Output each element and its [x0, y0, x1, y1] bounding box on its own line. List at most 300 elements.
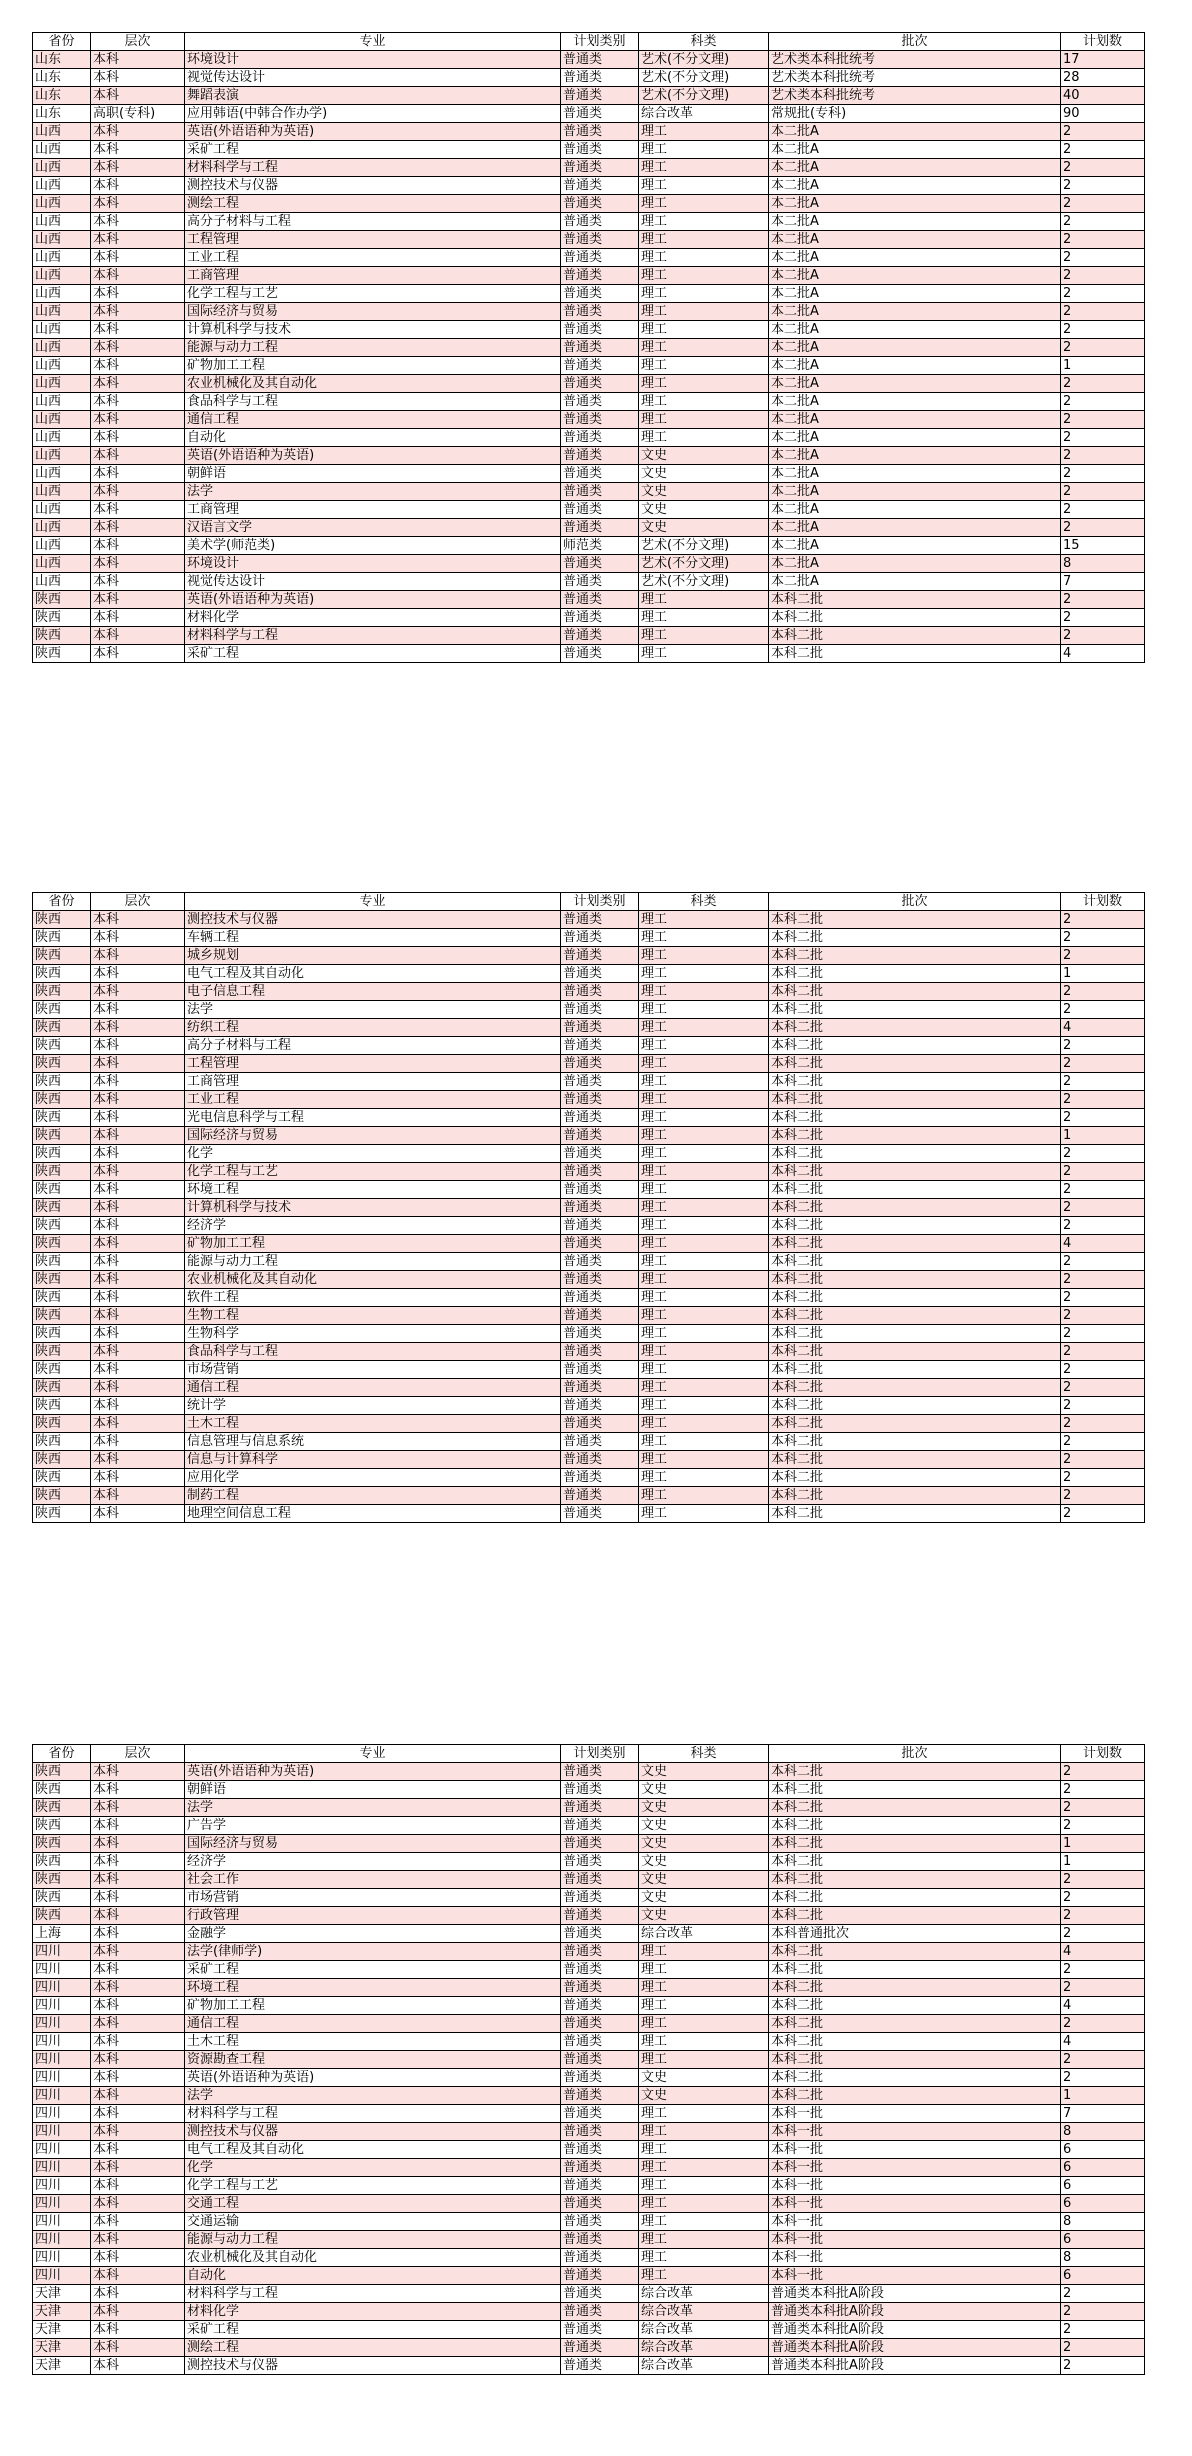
cell-plan-type: 普通类	[561, 2303, 639, 2321]
cell-quota: 2	[1061, 627, 1145, 645]
cell-quota: 2	[1061, 1055, 1145, 1073]
cell-batch: 本科二批	[769, 1343, 1061, 1361]
cell-level: 本科	[91, 447, 185, 465]
cell-quota: 2	[1061, 591, 1145, 609]
cell-quota: 2	[1061, 429, 1145, 447]
cell-level: 本科	[91, 429, 185, 447]
cell-plan-type: 普通类	[561, 1943, 639, 1961]
cell-batch: 本科二批	[769, 645, 1061, 663]
cell-major: 地理空间信息工程	[185, 1505, 561, 1523]
cell-batch: 本科二批	[769, 1961, 1061, 1979]
cell-province: 山西	[33, 519, 91, 537]
cell-province: 山西	[33, 141, 91, 159]
cell-batch: 本科二批	[769, 1307, 1061, 1325]
cell-subject: 文史	[639, 1835, 769, 1853]
cell-batch: 普通类本科批A阶段	[769, 2303, 1061, 2321]
cell-quota: 2	[1061, 1487, 1145, 1505]
cell-major: 环境设计	[185, 555, 561, 573]
cell-subject: 理工	[639, 947, 769, 965]
cell-subject: 理工	[639, 123, 769, 141]
cell-plan-type: 普通类	[561, 1073, 639, 1091]
cell-major: 市场营销	[185, 1361, 561, 1379]
cell-subject: 理工	[639, 303, 769, 321]
cell-quota: 2	[1061, 1763, 1145, 1781]
table-row	[33, 1979, 1145, 1997]
cell-level: 本科	[91, 1343, 185, 1361]
cell-level: 高职(专科)	[91, 105, 185, 123]
table-row	[33, 1343, 1145, 1361]
cell-province: 四川	[33, 2213, 91, 2231]
cell-major: 车辆工程	[185, 929, 561, 947]
cell-level: 本科	[91, 123, 185, 141]
cell-major: 制药工程	[185, 1487, 561, 1505]
cell-province: 陕西	[33, 911, 91, 929]
cell-province: 山西	[33, 321, 91, 339]
cell-batch: 本科二批	[769, 1763, 1061, 1781]
table-row	[33, 627, 1145, 645]
cell-province: 陕西	[33, 1487, 91, 1505]
table-row	[33, 2033, 1145, 2051]
cell-province: 山西	[33, 123, 91, 141]
table-row	[33, 947, 1145, 965]
cell-subject: 理工	[639, 1397, 769, 1415]
cell-province: 陕西	[33, 1271, 91, 1289]
cell-plan-type: 普通类	[561, 2177, 639, 2195]
table-row	[33, 2195, 1145, 2213]
cell-province: 陕西	[33, 1451, 91, 1469]
cell-province: 陕西	[33, 1781, 91, 1799]
cell-major: 采矿工程	[185, 645, 561, 663]
cell-plan-type: 普通类	[561, 465, 639, 483]
cell-level: 本科	[91, 285, 185, 303]
cell-plan-type: 普通类	[561, 1979, 639, 1997]
cell-province: 山东	[33, 51, 91, 69]
cell-quota: 90	[1061, 105, 1145, 123]
table-row	[33, 2051, 1145, 2069]
table-row	[33, 2321, 1145, 2339]
cell-province: 山西	[33, 537, 91, 555]
table-row	[33, 1253, 1145, 1271]
cell-subject: 理工	[639, 2159, 769, 2177]
cell-subject: 文史	[639, 1817, 769, 1835]
cell-subject: 理工	[639, 1235, 769, 1253]
cell-major: 测绘工程	[185, 195, 561, 213]
header-row	[33, 1745, 1145, 1763]
cell-batch: 本科二批	[769, 1001, 1061, 1019]
cell-plan-type: 普通类	[561, 195, 639, 213]
table-row	[33, 1091, 1145, 1109]
cell-batch: 艺术类本科批统考	[769, 69, 1061, 87]
table-row	[33, 1925, 1145, 1943]
table-row	[33, 51, 1145, 69]
cell-province: 陕西	[33, 1073, 91, 1091]
cell-province: 陕西	[33, 1379, 91, 1397]
table-row	[33, 929, 1145, 947]
cell-level: 本科	[91, 2123, 185, 2141]
cell-plan-type: 普通类	[561, 1361, 639, 1379]
cell-subject: 理工	[639, 1997, 769, 2015]
header-level: 层次	[91, 33, 185, 51]
cell-province: 陕西	[33, 1907, 91, 1925]
table-row	[33, 231, 1145, 249]
cell-subject: 理工	[639, 983, 769, 1001]
cell-plan-type: 普通类	[561, 1907, 639, 1925]
cell-level: 本科	[91, 1925, 185, 1943]
cell-major: 舞蹈表演	[185, 87, 561, 105]
cell-batch: 本二批A	[769, 123, 1061, 141]
cell-batch: 本科一批	[769, 2123, 1061, 2141]
cell-province: 陕西	[33, 1235, 91, 1253]
cell-level: 本科	[91, 1505, 185, 1523]
cell-subject: 理工	[639, 2033, 769, 2051]
cell-province: 山西	[33, 339, 91, 357]
cell-level: 本科	[91, 1073, 185, 1091]
cell-level: 本科	[91, 483, 185, 501]
cell-province: 陕西	[33, 1253, 91, 1271]
cell-major: 工商管理	[185, 267, 561, 285]
cell-subject: 文史	[639, 1871, 769, 1889]
table-row	[33, 339, 1145, 357]
cell-level: 本科	[91, 195, 185, 213]
cell-quota: 2	[1061, 983, 1145, 1001]
cell-major: 城乡规划	[185, 947, 561, 965]
cell-province: 山西	[33, 501, 91, 519]
cell-quota: 4	[1061, 1235, 1145, 1253]
cell-level: 本科	[91, 321, 185, 339]
table-row	[33, 1487, 1145, 1505]
cell-subject: 理工	[639, 1145, 769, 1163]
cell-province: 山东	[33, 69, 91, 87]
cell-level: 本科	[91, 2087, 185, 2105]
cell-plan-type: 普通类	[561, 1925, 639, 1943]
cell-major: 能源与动力工程	[185, 1253, 561, 1271]
cell-quota: 2	[1061, 2357, 1145, 2375]
cell-major: 行政管理	[185, 1907, 561, 1925]
cell-quota: 1	[1061, 357, 1145, 375]
cell-province: 陕西	[33, 1127, 91, 1145]
cell-batch: 本二批A	[769, 393, 1061, 411]
table-row	[33, 1307, 1145, 1325]
cell-quota: 2	[1061, 929, 1145, 947]
cell-quota: 2	[1061, 519, 1145, 537]
cell-subject: 理工	[639, 231, 769, 249]
cell-quota: 2	[1061, 1145, 1145, 1163]
table-row	[33, 1415, 1145, 1433]
cell-batch: 本科二批	[769, 1271, 1061, 1289]
table-row	[33, 213, 1145, 231]
cell-plan-type: 普通类	[561, 375, 639, 393]
table-row	[33, 267, 1145, 285]
cell-major: 材料化学	[185, 609, 561, 627]
cell-level: 本科	[91, 1763, 185, 1781]
cell-major: 通信工程	[185, 411, 561, 429]
cell-quota: 2	[1061, 1037, 1145, 1055]
cell-subject: 理工	[639, 1943, 769, 1961]
cell-major: 环境工程	[185, 1181, 561, 1199]
cell-subject: 理工	[639, 1361, 769, 1379]
header-subject: 科类	[639, 33, 769, 51]
cell-province: 山西	[33, 411, 91, 429]
cell-quota: 2	[1061, 267, 1145, 285]
cell-quota: 2	[1061, 1289, 1145, 1307]
header-province: 省份	[33, 1745, 91, 1763]
cell-province: 山西	[33, 159, 91, 177]
cell-level: 本科	[91, 2285, 185, 2303]
cell-quota: 6	[1061, 2141, 1145, 2159]
cell-plan-type: 普通类	[561, 1343, 639, 1361]
cell-quota: 1	[1061, 965, 1145, 983]
table-row	[33, 2357, 1145, 2375]
cell-subject: 理工	[639, 339, 769, 357]
cell-batch: 艺术类本科批统考	[769, 87, 1061, 105]
table-row	[33, 177, 1145, 195]
cell-level: 本科	[91, 1889, 185, 1907]
cell-plan-type: 普通类	[561, 1253, 639, 1271]
cell-major: 化学	[185, 1145, 561, 1163]
cell-province: 陕西	[33, 1889, 91, 1907]
cell-province: 四川	[33, 2159, 91, 2177]
cell-plan-type: 普通类	[561, 1019, 639, 1037]
table-row	[33, 2087, 1145, 2105]
cell-batch: 本科二批	[769, 1289, 1061, 1307]
cell-quota: 2	[1061, 447, 1145, 465]
cell-quota: 2	[1061, 1073, 1145, 1091]
table-row	[33, 1889, 1145, 1907]
header-quota: 计划数	[1061, 1745, 1145, 1763]
cell-level: 本科	[91, 2213, 185, 2231]
cell-level: 本科	[91, 537, 185, 555]
table-row	[33, 411, 1145, 429]
cell-province: 山西	[33, 483, 91, 501]
table-row	[33, 1835, 1145, 1853]
cell-batch: 本二批A	[769, 339, 1061, 357]
cell-major: 农业机械化及其自动化	[185, 1271, 561, 1289]
table-row	[33, 429, 1145, 447]
cell-plan-type: 普通类	[561, 501, 639, 519]
cell-quota: 6	[1061, 2159, 1145, 2177]
cell-plan-type: 普通类	[561, 1163, 639, 1181]
cell-batch: 本科二批	[769, 1469, 1061, 1487]
cell-level: 本科	[91, 1799, 185, 1817]
cell-major: 英语(外语语种为英语)	[185, 123, 561, 141]
cell-subject: 理工	[639, 1271, 769, 1289]
cell-batch: 本二批A	[769, 501, 1061, 519]
cell-major: 国际经济与贸易	[185, 1127, 561, 1145]
cell-subject: 理工	[639, 1055, 769, 1073]
cell-batch: 本科二批	[769, 1997, 1061, 2015]
cell-plan-type: 普通类	[561, 1307, 639, 1325]
header-row	[33, 893, 1145, 911]
table-row	[33, 1145, 1145, 1163]
cell-batch: 本科二批	[769, 1217, 1061, 1235]
cell-major: 信息管理与信息系统	[185, 1433, 561, 1451]
cell-major: 工业工程	[185, 1091, 561, 1109]
cell-major: 国际经济与贸易	[185, 303, 561, 321]
cell-quota: 2	[1061, 2285, 1145, 2303]
cell-province: 山东	[33, 105, 91, 123]
cell-province: 四川	[33, 1979, 91, 1997]
cell-province: 陕西	[33, 1055, 91, 1073]
table-row	[33, 609, 1145, 627]
cell-level: 本科	[91, 1307, 185, 1325]
cell-major: 材料科学与工程	[185, 2105, 561, 2123]
table-body	[33, 51, 1145, 663]
cell-quota: 2	[1061, 1961, 1145, 1979]
cell-level: 本科	[91, 2321, 185, 2339]
table-row	[33, 501, 1145, 519]
table-row	[33, 2249, 1145, 2267]
table-row	[33, 2231, 1145, 2249]
cell-quota: 2	[1061, 123, 1145, 141]
table-row	[33, 1505, 1145, 1523]
cell-plan-type: 普通类	[561, 393, 639, 411]
cell-province: 山西	[33, 195, 91, 213]
cell-major: 汉语言文学	[185, 519, 561, 537]
cell-province: 陕西	[33, 1163, 91, 1181]
cell-subject: 理工	[639, 1307, 769, 1325]
cell-plan-type: 普通类	[561, 159, 639, 177]
cell-plan-type: 普通类	[561, 965, 639, 983]
cell-quota: 2	[1061, 1343, 1145, 1361]
cell-subject: 文史	[639, 1889, 769, 1907]
cell-level: 本科	[91, 2069, 185, 2087]
cell-plan-type: 普通类	[561, 1109, 639, 1127]
cell-subject: 理工	[639, 2177, 769, 2195]
cell-subject: 理工	[639, 1217, 769, 1235]
cell-quota: 2	[1061, 285, 1145, 303]
table-row	[33, 1109, 1145, 1127]
cell-batch: 艺术类本科批统考	[769, 51, 1061, 69]
table-row	[33, 1907, 1145, 1925]
cell-subject: 理工	[639, 249, 769, 267]
cell-province: 山西	[33, 573, 91, 591]
cell-major: 测控技术与仪器	[185, 911, 561, 929]
cell-subject: 理工	[639, 357, 769, 375]
cell-province: 陕西	[33, 1397, 91, 1415]
cell-level: 本科	[91, 929, 185, 947]
table-row	[33, 303, 1145, 321]
cell-level: 本科	[91, 2015, 185, 2033]
cell-subject: 理工	[639, 2195, 769, 2213]
cell-level: 本科	[91, 965, 185, 983]
header-row	[33, 33, 1145, 51]
cell-quota: 2	[1061, 1781, 1145, 1799]
cell-level: 本科	[91, 2231, 185, 2249]
cell-quota: 6	[1061, 2267, 1145, 2285]
cell-subject: 理工	[639, 609, 769, 627]
cell-major: 工程管理	[185, 231, 561, 249]
cell-level: 本科	[91, 1871, 185, 1889]
cell-major: 经济学	[185, 1217, 561, 1235]
cell-level: 本科	[91, 1961, 185, 1979]
cell-plan-type: 普通类	[561, 285, 639, 303]
cell-quota: 7	[1061, 573, 1145, 591]
cell-major: 采矿工程	[185, 1961, 561, 1979]
cell-province: 陕西	[33, 1817, 91, 1835]
cell-subject: 理工	[639, 1487, 769, 1505]
cell-province: 陕西	[33, 1871, 91, 1889]
cell-subject: 文史	[639, 519, 769, 537]
cell-subject: 艺术(不分文理)	[639, 69, 769, 87]
cell-level: 本科	[91, 231, 185, 249]
cell-level: 本科	[91, 51, 185, 69]
cell-level: 本科	[91, 1415, 185, 1433]
table-row	[33, 1997, 1145, 2015]
cell-subject: 理工	[639, 1127, 769, 1145]
cell-plan-type: 普通类	[561, 929, 639, 947]
cell-province: 陕西	[33, 609, 91, 627]
cell-subject: 理工	[639, 1415, 769, 1433]
cell-level: 本科	[91, 911, 185, 929]
cell-batch: 本科二批	[769, 929, 1061, 947]
cell-plan-type: 普通类	[561, 1961, 639, 1979]
table-row	[33, 1397, 1145, 1415]
cell-quota: 2	[1061, 1091, 1145, 1109]
cell-plan-type: 普通类	[561, 1217, 639, 1235]
cell-batch: 本科二批	[769, 1799, 1061, 1817]
cell-province: 四川	[33, 2141, 91, 2159]
cell-major: 统计学	[185, 1397, 561, 1415]
cell-batch: 本科二批	[769, 1073, 1061, 1091]
cell-province: 山西	[33, 393, 91, 411]
cell-level: 本科	[91, 375, 185, 393]
table-body	[33, 911, 1145, 1523]
cell-batch: 本科一批	[769, 2177, 1061, 2195]
cell-major: 信息与计算科学	[185, 1451, 561, 1469]
table-row	[33, 2123, 1145, 2141]
cell-province: 四川	[33, 2051, 91, 2069]
table-row	[33, 555, 1145, 573]
cell-batch: 本科二批	[769, 627, 1061, 645]
cell-subject: 理工	[639, 159, 769, 177]
cell-level: 本科	[91, 87, 185, 105]
header-plan-type: 计划类别	[561, 1745, 639, 1763]
cell-plan-type: 普通类	[561, 2195, 639, 2213]
cell-quota: 2	[1061, 2321, 1145, 2339]
cell-batch: 本科二批	[769, 1091, 1061, 1109]
cell-province: 上海	[33, 1925, 91, 1943]
cell-major: 食品科学与工程	[185, 1343, 561, 1361]
cell-batch: 本科二批	[769, 1325, 1061, 1343]
cell-major: 社会工作	[185, 1871, 561, 1889]
cell-subject: 理工	[639, 141, 769, 159]
cell-subject: 文史	[639, 1781, 769, 1799]
table-row	[33, 1181, 1145, 1199]
cell-plan-type: 普通类	[561, 2267, 639, 2285]
cell-plan-type: 普通类	[561, 1781, 639, 1799]
cell-quota: 2	[1061, 213, 1145, 231]
cell-batch: 普通类本科批A阶段	[769, 2357, 1061, 2375]
cell-batch: 本科二批	[769, 1055, 1061, 1073]
cell-plan-type: 普通类	[561, 2123, 639, 2141]
cell-province: 四川	[33, 2123, 91, 2141]
cell-major: 市场营销	[185, 1889, 561, 1907]
cell-batch: 本科二批	[769, 591, 1061, 609]
cell-province: 天津	[33, 2285, 91, 2303]
header-plan-type: 计划类别	[561, 893, 639, 911]
cell-level: 本科	[91, 69, 185, 87]
cell-subject: 理工	[639, 1289, 769, 1307]
cell-quota: 6	[1061, 2195, 1145, 2213]
cell-quota: 8	[1061, 2123, 1145, 2141]
cell-batch: 本科二批	[769, 1163, 1061, 1181]
cell-major: 能源与动力工程	[185, 2231, 561, 2249]
cell-major: 电气工程及其自动化	[185, 2141, 561, 2159]
cell-quota: 2	[1061, 339, 1145, 357]
header-subject: 科类	[639, 1745, 769, 1763]
cell-plan-type: 普通类	[561, 1127, 639, 1145]
cell-major: 英语(外语语种为英语)	[185, 591, 561, 609]
